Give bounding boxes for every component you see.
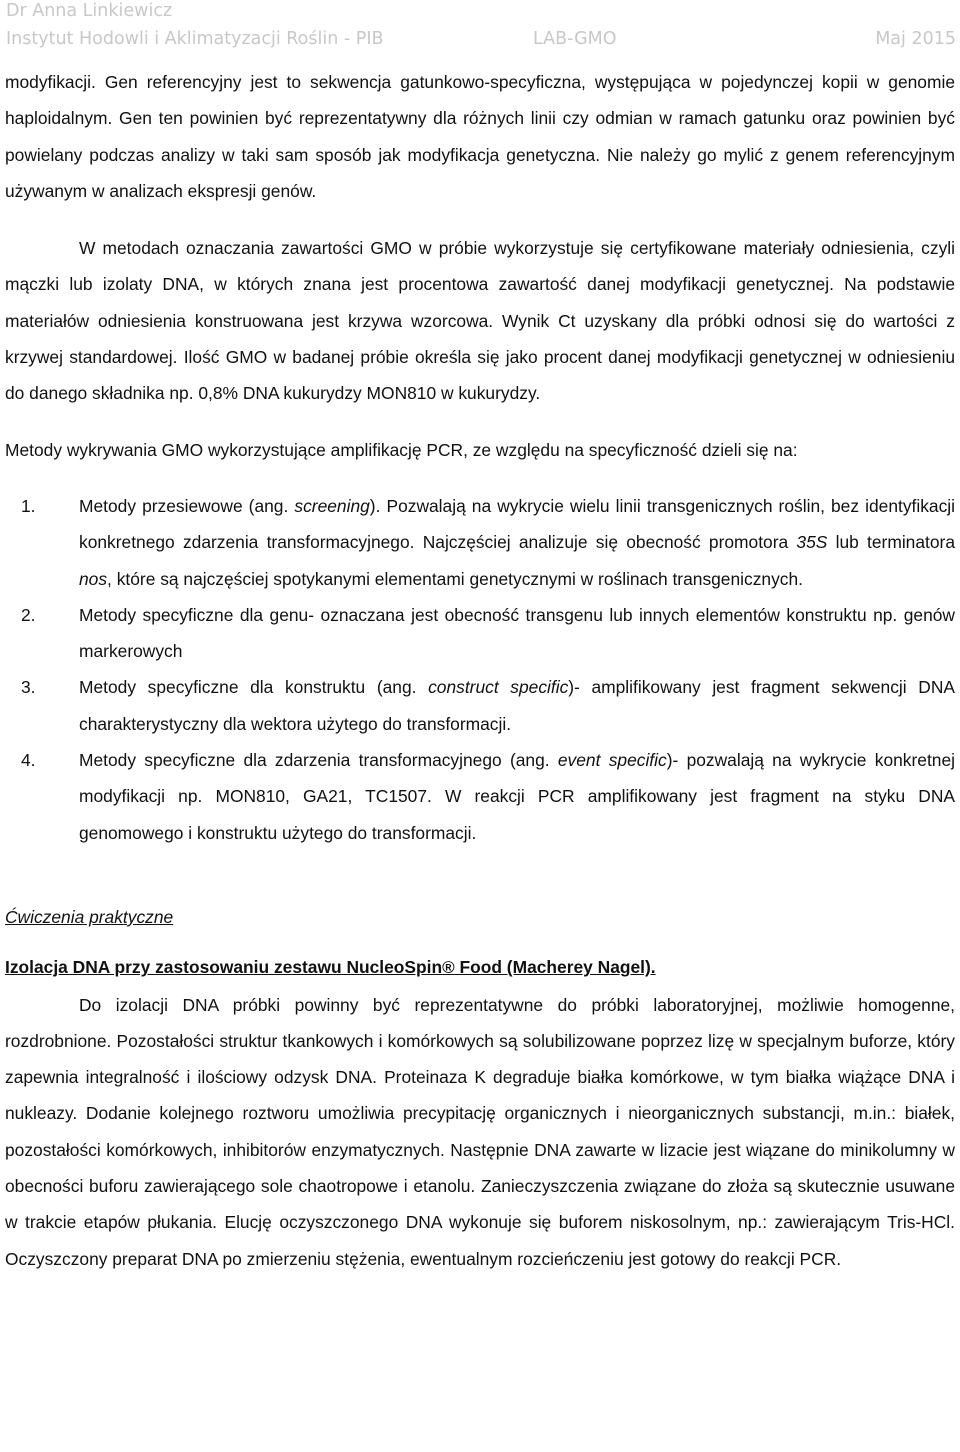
header-institute: Instytut Hodowli i Aklimatyzacji Roślin - PIB [6,29,384,49]
methods-list-item [5,742,955,851]
item-text: )- amplifikowany jest fragment sekwencji DNA charakterystyczny dla wektora użytego do transformacji. [79,677,955,734]
exercises-heading: Ćwiczenia praktyczne [5,906,174,927]
item-text: Metody specyficzne dla genu- oznaczana jest obecność transgenu lub innych elementów konstruktu np. genów markerowych [79,604,955,662]
header-date: Maj 2015 [875,29,956,49]
document-body [5,64,955,1277]
header-author: Dr Anna Linkiewicz [6,1,173,21]
item-text: lub terminatora [827,532,955,553]
item-emphasis: construct specific [428,677,569,698]
header-lab: LAB-GMO [533,29,617,49]
list-number: 3. [21,677,36,698]
exercises-paragraph: Do izolacji DNA próbki powinny być reprezentatywne do próbki laboratoryjnej, możliwie homogenne, rozdrobnione. Pozostałości struktur tkankowych i komórkowych są solubilizowane poprzez lizę w specjalnym buforze, który zapewnia integralność i ilościowy odzysk DNA. Proteinaza K degraduje białka komórkowe, w tym białka wiążące DNA i nukleazy. Dodanie kolejnego roztworu umożliwia precypitację organicznych i nieorganicznych substancji, m.in.: białek, pozostałości komórkowych, inhibitorów enzymatycznych. Następnie DNA zawarte w lizacie jest wiązane do minikolumny w obecności buforu zawierającego sole chaotropowe i etanolu. Zanieczyszczenia związane do złoża są skutecznie usuwane w trakcie etapów płukania. Elucję oczyszczonego DNA wykonuje się buforem niskosolnym, np.: zawierającym Tris-HCl. Oczyszczony preparat DNA po zmierzeniu stężenia, ewentualnym rozcieńczeniu jest gotowy do reakcji PCR. [5,994,955,1269]
list-number: 1. [21,495,36,516]
item-text: )- pozwalają na wykrycie konkretnej modyfikacji np. MON810, GA21, TC1507. W reakcji PCR amplifikowany jest fragment na styku DNA genomowego i konstruktu użytego do transformacji. [79,750,955,843]
methods-list-item [5,488,955,597]
item-emphasis: 35S [796,532,828,553]
methods-list [5,488,955,851]
page-header [6,0,956,56]
item-text: Metody specyficzne dla zdarzenia transformacyjnego (ang. [79,750,558,771]
header-line [6,29,956,53]
registered-symbol: ® [442,958,455,978]
list-number: 4. [21,750,36,771]
methods-list-item [5,597,955,670]
item-emphasis: nos [79,568,108,589]
item-text: , które są najczęściej spotykanymi elementami genetycznymi w roślinach transgenicznych. [107,568,803,589]
methods-list-item [5,669,955,742]
intro-paragraph-2: W metodach oznaczania zawartości GMO w próbie wykorzystuje się certyfikowane materiały odniesienia, czyli mączki lub izolaty DNA, w których znana jest procentowa zawartość danej modyfikacji genetycznej. Na podstawie materiałów odniesienia konstruowana jest krzywa wzorcowa. Wynik Ct uzyskany dla próbki odnosi się do wartości z krzywej standardowej. Ilość GMO w badanej próbie określa się jako procent danej modyfikacji genetycznej w odniesieniu do danego składnika np. 0,8% DNA kukurydzy MON810 w kukurydzy. [5,238,955,404]
section-title-text: Food (Macherey Nagel). [454,957,656,978]
list-number: 2. [21,604,36,625]
intro-paragraph-1: modyfikacji. Gen referencyjny jest to sekwencja gatunkowo-specyficzna, występująca w pojedynczej kopii w genomie haploidalnym. Gen ten powinien być reprezentatywny dla różnych linii czy odmian w ramach gatunku oraz powinien być powielany podczas analizy w taki sam sposób jak modyfikacja genetyczna. Nie należy go mylić z genem referencyjnym używanym w analizach ekspresji genów. [5,72,955,201]
item-emphasis: event specific [557,750,667,771]
section-title-text: Izolacja DNA przy zastosowaniu zestawu NucleoSpin [5,957,443,978]
item-text: ). Pozwalają na wykrycie wielu linii transgenicznych roślin, bez identyfikacji konkretnego zdarzenia transformacyjnego. Najczęściej analizuje się obecność promotora [79,495,955,553]
methods-intro: Metody wykrywania GMO wykorzystujące amplifikację PCR, ze względu na specyficzność dzieli się na: [5,439,798,460]
item-text: Metody specyficzne dla konstruktu (ang. [79,677,429,698]
section-title [5,949,955,986]
item-emphasis: screening [294,495,370,516]
item-text: Metody przesiewowe (ang. [79,495,295,516]
